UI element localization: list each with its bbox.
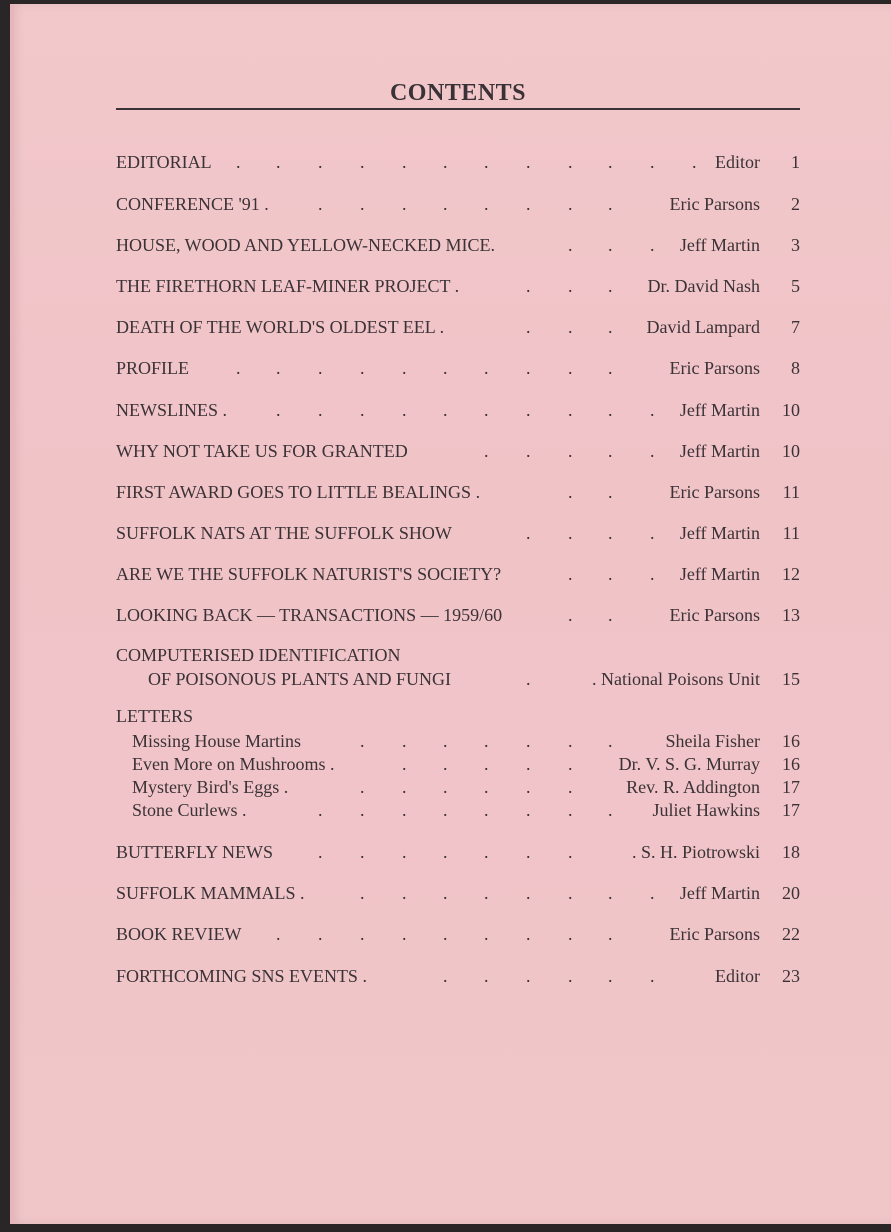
leader-dot: . xyxy=(650,441,655,461)
entry-page: 13 xyxy=(782,605,800,625)
entry-author: Jeff Martin xyxy=(679,400,760,420)
leader-dot: . xyxy=(318,194,323,214)
leader-dot: . xyxy=(526,883,531,903)
entry-author: . National Poisons Unit xyxy=(591,669,760,689)
leader-dot: . xyxy=(608,523,613,543)
entry-page: 2 xyxy=(791,194,800,214)
leader-dot: . xyxy=(526,276,531,296)
entry-author: Jeff Martin xyxy=(679,523,760,543)
leader-dot: . xyxy=(526,194,531,214)
leader-dot: . xyxy=(484,777,489,797)
entry-author: Editor xyxy=(715,966,760,986)
entry-title: LOOKING BACK — TRANSACTIONS — 1959/60 xyxy=(116,605,503,625)
leader-dot: . xyxy=(484,754,489,774)
entry-author: Eric Parsons xyxy=(669,482,760,502)
entry-title: WHY NOT TAKE US FOR GRANTED xyxy=(116,441,408,461)
leader-dot: . xyxy=(568,400,573,420)
leader-dot: . xyxy=(443,924,448,944)
entry-page: 3 xyxy=(791,235,800,255)
entry-title: Even More on Mushrooms . xyxy=(132,754,335,774)
entry-title: HOUSE, WOOD AND YELLOW-NECKED MICE. xyxy=(116,235,495,255)
entry-title: BUTTERFLY NEWS xyxy=(116,842,274,862)
leader-dot: . xyxy=(608,276,613,296)
leader-dot: . xyxy=(318,842,323,862)
leader-dot: . xyxy=(484,883,489,903)
entry-title: FIRST AWARD GOES TO LITTLE BEALINGS . xyxy=(116,482,481,502)
leader-dot: . xyxy=(608,441,613,461)
leader-dot: . xyxy=(318,358,323,378)
leader-dot: . xyxy=(236,358,241,378)
leader-dot: . xyxy=(360,731,365,751)
leader-dot: . xyxy=(526,358,531,378)
leader-dot: . xyxy=(608,800,613,820)
leader-dot: . xyxy=(484,400,489,420)
toc-entry[interactable] xyxy=(0,521,891,545)
leader-dot: . xyxy=(568,731,573,751)
entry-title: Mystery Bird's Eggs . xyxy=(132,777,289,797)
entry-author: Rev. R. Addington xyxy=(626,777,760,797)
leader-dot: . xyxy=(443,400,448,420)
leader-dot: . xyxy=(568,754,573,774)
leader-dot: . xyxy=(360,358,365,378)
leader-dot: . xyxy=(568,194,573,214)
leader-dot: . xyxy=(484,924,489,944)
entry-page: 11 xyxy=(782,482,800,502)
leader-dot: . xyxy=(318,800,323,820)
entry-title: Missing House Martins xyxy=(132,731,302,751)
entry-page: 17 xyxy=(782,777,800,797)
leader-dot: . xyxy=(236,152,241,172)
leader-dot: . xyxy=(568,966,573,986)
toc-entry[interactable] xyxy=(0,603,891,627)
leader-dot: . xyxy=(608,317,613,337)
entry-title: BOOK REVIEW xyxy=(116,924,242,944)
leader-dot: . xyxy=(402,152,407,172)
leader-dot: . xyxy=(608,152,613,172)
leader-dot: . xyxy=(650,523,655,543)
leader-dot: . xyxy=(402,842,407,862)
leader-dot: . xyxy=(608,358,613,378)
leader-dot: . xyxy=(608,564,613,584)
entry-title: ARE WE THE SUFFOLK NATURIST'S SOCIETY? xyxy=(116,564,502,584)
leader-dot: . xyxy=(608,605,613,625)
entry-page: 15 xyxy=(782,669,800,689)
leader-dot: . xyxy=(443,777,448,797)
leader-dot: . xyxy=(402,883,407,903)
leader-dot: . xyxy=(402,400,407,420)
leader-dot: . xyxy=(650,152,655,172)
leader-dot: . xyxy=(276,400,281,420)
leader-dot: . xyxy=(526,441,531,461)
leader-dot: . xyxy=(402,194,407,214)
entry-author: Sheila Fisher xyxy=(665,731,760,751)
entry-page: 10 xyxy=(782,441,800,461)
leader-dot: . xyxy=(276,152,281,172)
leader-dot: . xyxy=(443,731,448,751)
entry-page: 5 xyxy=(791,276,800,296)
leader-dot: . xyxy=(608,883,613,903)
leader-dot: . xyxy=(360,777,365,797)
leader-dot: . xyxy=(526,400,531,420)
entry-author: David Lampard xyxy=(646,317,760,337)
leader-dot: . xyxy=(650,883,655,903)
entry-author: Dr. David Nash xyxy=(647,276,760,296)
leader-dot: . xyxy=(568,358,573,378)
leader-dot: . xyxy=(318,400,323,420)
entry-page: 16 xyxy=(782,731,800,751)
entry-author: Eric Parsons xyxy=(669,924,760,944)
leader-dot: . xyxy=(318,924,323,944)
entry-title: CONFERENCE '91 . xyxy=(116,194,269,214)
leader-dot: . xyxy=(526,842,531,862)
toc-entry[interactable] xyxy=(0,480,891,504)
leader-dot: . xyxy=(360,883,365,903)
leader-dot: . xyxy=(443,842,448,862)
entry-page: 8 xyxy=(791,358,800,378)
entry-title: PROFILE xyxy=(116,358,190,378)
leader-dot: . xyxy=(608,400,613,420)
leader-dot: . xyxy=(402,777,407,797)
entry-author: Juliet Hawkins xyxy=(652,800,760,820)
leader-dot: . xyxy=(443,754,448,774)
leader-dot: . xyxy=(276,924,281,944)
leader-dot: . xyxy=(526,731,531,751)
toc-entry[interactable] xyxy=(0,315,891,339)
leader-dot: . xyxy=(443,800,448,820)
leader-dot: . xyxy=(360,194,365,214)
leader-dot: . xyxy=(568,441,573,461)
entry-title: THE FIRETHORN LEAF-MINER PROJECT . xyxy=(116,276,460,296)
entry-author: Jeff Martin xyxy=(679,883,760,903)
entry-author: Jeff Martin xyxy=(679,564,760,584)
leader-dot: . xyxy=(443,358,448,378)
leader-dot: . xyxy=(443,883,448,903)
leader-dot: . xyxy=(484,731,489,751)
entry-author: Editor xyxy=(715,152,760,172)
leader-dot: . xyxy=(484,441,489,461)
entry-author: Eric Parsons xyxy=(669,194,760,214)
leader-dot: . xyxy=(650,235,655,255)
letters-heading: LETTERS xyxy=(116,706,193,726)
leader-dot: . xyxy=(568,842,573,862)
title-underline xyxy=(116,108,800,110)
leader-dot: . xyxy=(526,966,531,986)
leader-dot: . xyxy=(568,482,573,502)
leader-dot: . xyxy=(484,152,489,172)
toc-entry[interactable] xyxy=(0,562,891,586)
leader-dot: . xyxy=(402,754,407,774)
leader-dot: . xyxy=(402,800,407,820)
entry-author: Dr. V. S. G. Murray xyxy=(618,754,760,774)
entry-title: SUFFOLK MAMMALS . xyxy=(116,883,305,903)
leader-dot: . xyxy=(276,358,281,378)
leader-dot: . xyxy=(650,966,655,986)
leader-dot: . xyxy=(608,966,613,986)
leader-dot: . xyxy=(318,152,323,172)
entry-title-line-2: OF POISONOUS PLANTS AND FUNGI xyxy=(148,669,452,689)
leader-dot: . xyxy=(526,777,531,797)
leader-dot: . xyxy=(526,317,531,337)
leader-dot: . xyxy=(568,924,573,944)
toc-entry[interactable] xyxy=(0,274,891,298)
entry-author: . S. H. Piotrowski xyxy=(631,842,760,862)
leader-dot: . xyxy=(568,235,573,255)
entry-title: Stone Curlews . xyxy=(132,800,247,820)
leader-dot: . xyxy=(692,152,697,172)
entry-page: 20 xyxy=(782,883,800,903)
leader-dot: . xyxy=(608,731,613,751)
entry-author: Jeff Martin xyxy=(679,235,760,255)
leader-dot: . xyxy=(443,152,448,172)
entry-page: 22 xyxy=(782,924,800,944)
leader-dot: . xyxy=(484,358,489,378)
entry-author: Jeff Martin xyxy=(679,441,760,461)
entry-page: 18 xyxy=(782,842,800,862)
entry-page: 1 xyxy=(791,152,800,172)
leader-dot: . xyxy=(526,152,531,172)
leader-dot: . xyxy=(568,800,573,820)
toc-entry[interactable] xyxy=(0,439,891,463)
leader-dot: . xyxy=(650,564,655,584)
entry-page: 16 xyxy=(782,754,800,774)
leader-dot: . xyxy=(526,754,531,774)
leader-dot: . xyxy=(402,924,407,944)
entry-page: 11 xyxy=(782,523,800,543)
entry-title: DEATH OF THE WORLD'S OLDEST EEL . xyxy=(116,317,445,337)
leader-dot: . xyxy=(568,317,573,337)
leader-dot: . xyxy=(360,800,365,820)
entry-page: 17 xyxy=(782,800,800,820)
leader-dot: . xyxy=(484,842,489,862)
entry-page: 10 xyxy=(782,400,800,420)
entry-author: Eric Parsons xyxy=(669,605,760,625)
leader-dot: . xyxy=(526,669,531,689)
leader-dot: . xyxy=(484,966,489,986)
entry-page: 23 xyxy=(782,966,800,986)
leader-dot: . xyxy=(650,400,655,420)
leader-dot: . xyxy=(568,276,573,296)
entry-title: NEWSLINES . xyxy=(116,400,227,420)
leader-dot: . xyxy=(402,731,407,751)
leader-dot: . xyxy=(402,358,407,378)
entry-page: 7 xyxy=(791,317,800,337)
leader-dot: . xyxy=(443,966,448,986)
entry-author: Eric Parsons xyxy=(669,358,760,378)
leader-dot: . xyxy=(360,400,365,420)
page-title: CONTENTS xyxy=(389,80,527,106)
leader-dot: . xyxy=(526,800,531,820)
leader-dot: . xyxy=(568,777,573,797)
entry-title-line-1[interactable]: COMPUTERISED IDENTIFICATION xyxy=(116,645,401,665)
leader-dot: . xyxy=(360,842,365,862)
toc-entry[interactable] xyxy=(0,233,891,257)
leader-dot: . xyxy=(568,883,573,903)
leader-dot: . xyxy=(568,564,573,584)
leader-dot: . xyxy=(526,523,531,543)
leader-dot: . xyxy=(526,924,531,944)
leader-dot: . xyxy=(608,482,613,502)
entry-title: EDITORIAL xyxy=(116,152,212,172)
entry-title: SUFFOLK NATS AT THE SUFFOLK SHOW xyxy=(116,523,452,543)
leader-dot: . xyxy=(568,152,573,172)
leader-dot: . xyxy=(484,800,489,820)
entry-page: 12 xyxy=(782,564,800,584)
leader-dot: . xyxy=(484,194,489,214)
entry-title: FORTHCOMING SNS EVENTS . xyxy=(116,966,367,986)
leader-dot: . xyxy=(360,152,365,172)
leader-dot: . xyxy=(608,924,613,944)
leader-dot: . xyxy=(568,523,573,543)
leader-dot: . xyxy=(360,924,365,944)
leader-dot: . xyxy=(608,194,613,214)
leader-dot: . xyxy=(443,194,448,214)
leader-dot: . xyxy=(568,605,573,625)
leader-dot: . xyxy=(608,235,613,255)
toc-entry[interactable] xyxy=(0,667,891,691)
